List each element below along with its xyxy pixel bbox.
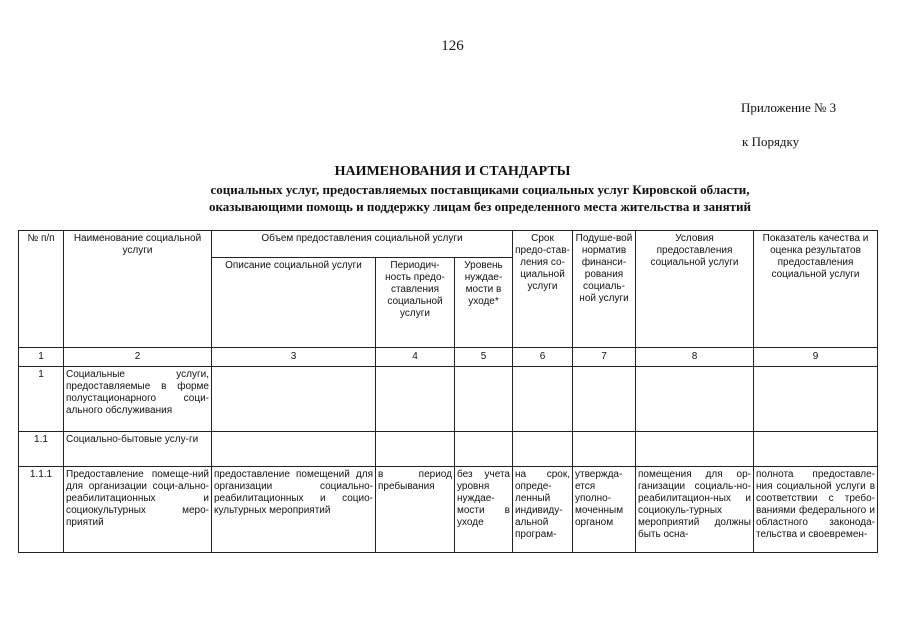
appendix-reference: к Порядку — [742, 134, 800, 149]
column-number: 4 — [376, 348, 455, 367]
header-service-name: Наименование социальной услуги — [64, 231, 212, 348]
column-number: 7 — [573, 348, 636, 367]
document-title: НАИМЕНОВАНИЯ И СТАНДАРТЫ — [334, 164, 571, 179]
standards-table — [18, 230, 878, 553]
row-periodicity: в период пребывания — [376, 467, 455, 553]
page-number: 126 — [441, 38, 464, 54]
row-financing: утвержда-ется уполно-моченным органом — [573, 467, 636, 553]
row-number: 1.1 — [19, 432, 64, 467]
column-number: 9 — [754, 348, 878, 367]
header-term: Срок предо-став-ления со-циальной услуги — [513, 231, 573, 348]
table-row — [19, 467, 878, 553]
column-number: 3 — [212, 348, 376, 367]
header-row — [19, 231, 878, 258]
table-row — [19, 432, 878, 467]
header-periodicity: Периодич-ность предо-ставления социальной услуги — [376, 258, 455, 348]
column-number: 1 — [19, 348, 64, 367]
column-number: 5 — [455, 348, 513, 367]
header-care-level: Уровень нуждае-мости в уходе* — [455, 258, 513, 348]
column-number: 8 — [636, 348, 754, 367]
subtitle-line-2: оказывающими помощь и поддержку лицам без определенного места жительства и занятий — [208, 199, 752, 214]
column-number: 2 — [64, 348, 212, 367]
row-number: 1 — [19, 367, 64, 432]
row-service-name: Социально-бытовые услу-ги — [64, 432, 212, 467]
header-financing: Подуше-вой норматив финанси-рования социаль-ной услуги — [573, 231, 636, 348]
column-number: 6 — [513, 348, 573, 367]
row-service-name: Предоставление помеще-ний для организации соци-ально-реабилитационных и социокультурных меро-приятий — [64, 467, 212, 553]
row-term: на срок, опреде-ленный индивиду-альной програм- — [513, 467, 573, 553]
header-volume-group: Объем предоставления социальной услуги — [212, 231, 513, 258]
row-quality: полнота предоставле-ния социальной услуги в соответствии с требо-ваниями федерального и областного законода-тельства и своевремен- — [754, 467, 878, 553]
row-conditions: помещения для ор-ганизации социаль-но-реабилитацион-ных и социокуль-турных мероприятий должны быть осна- — [636, 467, 754, 553]
header-conditions: Условия предоставления социальной услуги — [636, 231, 754, 348]
row-description: предоставление помещений для организации социально-реабилитационных и социо-культурных мероприятий — [212, 467, 376, 553]
row-number: 1.1.1 — [19, 467, 64, 553]
column-number-row — [19, 348, 878, 367]
subtitle-line-1: социальных услуг, предоставляемых поставщиками социальных услуг Кировской области, — [210, 182, 750, 197]
row-service-name: Социальные услуги, предоставляемые в форме полустационарного соци-ального обслуживания — [64, 367, 212, 432]
header-number: № п/п — [19, 231, 64, 348]
row-care-level: без учета уровня нуждае-мости в уходе — [455, 467, 513, 553]
header-description: Описание социальной услуги — [212, 258, 376, 348]
appendix-label: Приложение № 3 — [741, 100, 837, 115]
header-quality: Показатель качества и оценка результатов предоставления социальной услуги — [754, 231, 878, 348]
table-row — [19, 367, 878, 432]
